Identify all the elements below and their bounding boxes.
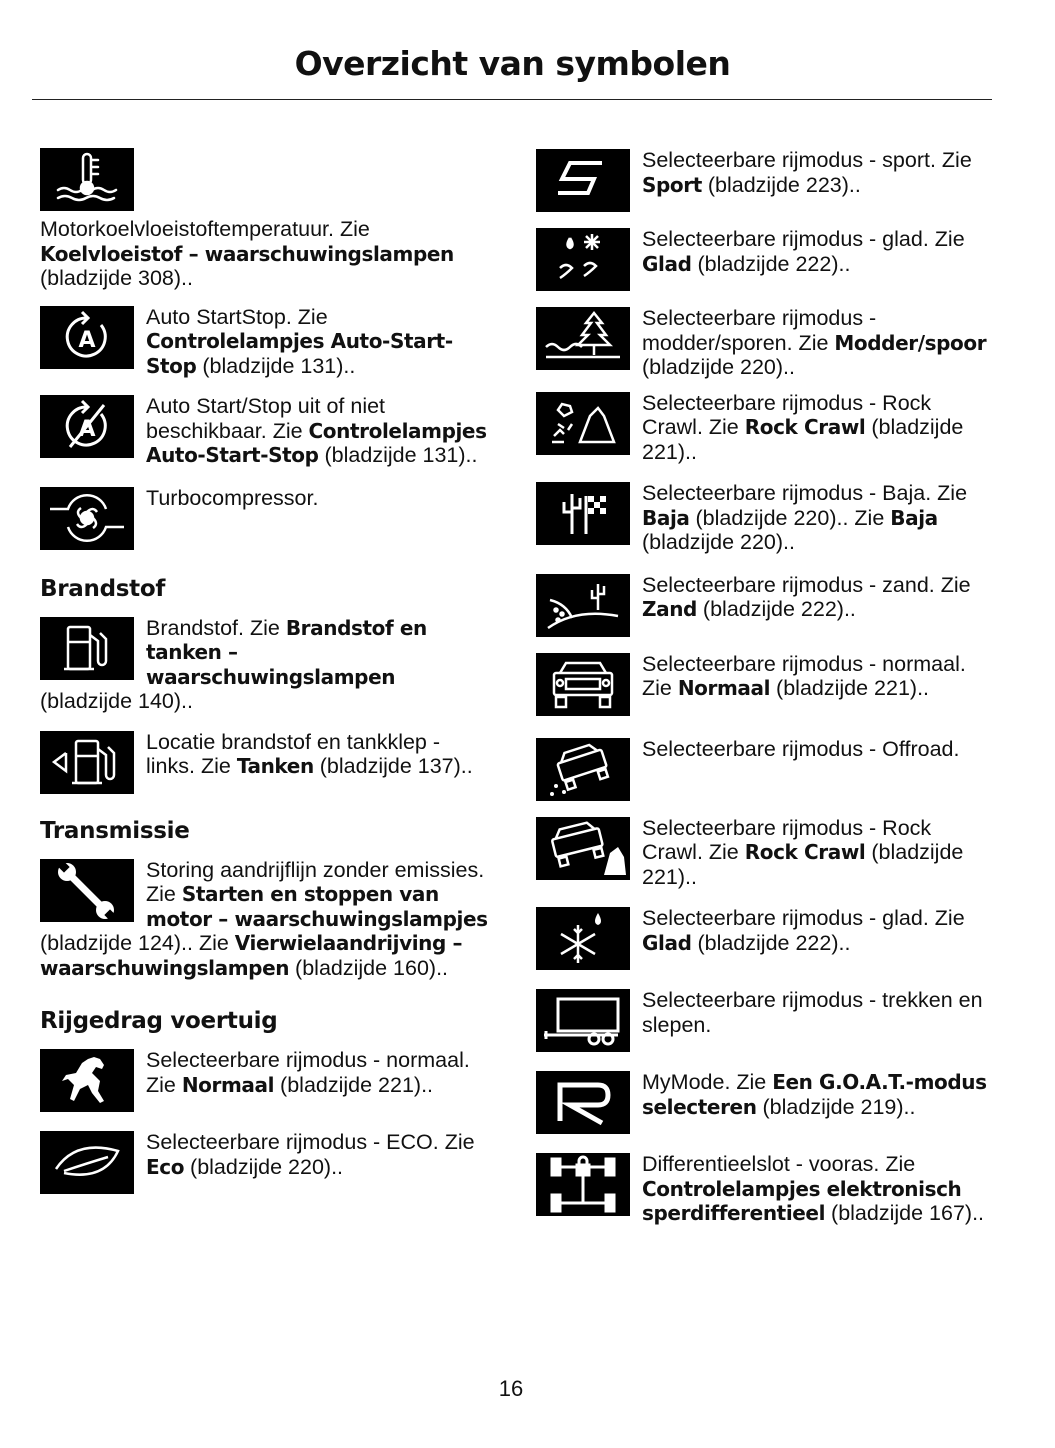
mud-ruts-icon bbox=[536, 307, 630, 370]
right-column bbox=[536, 148, 988, 1226]
symbol-entry-coolant bbox=[40, 148, 492, 291]
fuel-pump-icon bbox=[40, 617, 134, 680]
fuel-door-left-icon bbox=[40, 731, 134, 794]
sport-mode-icon bbox=[536, 149, 630, 212]
mud-description: Selecteerbare rijmodus - modder/sporen. Zie Modder/spoor (bladzijde 220).. bbox=[642, 306, 987, 379]
fuel-door-description: Locatie brandstof en tankklep - links. Zie Tanken (bladzijde 137).. bbox=[146, 729, 473, 778]
section-heading-transmission: Transmissie bbox=[40, 817, 190, 844]
symbol-entry-sport bbox=[536, 148, 988, 216]
tow-description: Selecteerbare rijmodus - trekken en slepen. bbox=[642, 988, 983, 1037]
coolant-temperature-icon bbox=[40, 148, 134, 211]
mymode-description: MyMode. Zie Een G.O.A.T.-modus selecteren (bladzijde 219).. bbox=[642, 1070, 987, 1119]
symbol-entry-slippery-snow bbox=[536, 906, 988, 974]
section-heading-driving: Rijgedrag voertuig bbox=[40, 1008, 278, 1034]
truck-front-icon bbox=[536, 653, 630, 716]
wrench-icon bbox=[40, 859, 134, 922]
section-heading-fuel: Brandstof bbox=[40, 575, 166, 602]
auto-start-stop-off-description: Auto Start/Stop uit of niet beschikbaar. Zie Controlelampjes Auto-Start-Stop (bladzijde 131).. bbox=[146, 394, 487, 467]
sand-mode-icon bbox=[536, 574, 630, 637]
symbol-entry-fuel bbox=[40, 616, 492, 714]
fuel-description: Brandstof. Zie Brandstof en tanken – waarschuwingslampen (bladzijde 140).. bbox=[40, 615, 427, 713]
normal-description: Selecteerbare rijmodus - normaal. Zie Normaal (bladzijde 221).. bbox=[146, 1048, 470, 1097]
title-divider bbox=[32, 99, 992, 100]
snowflake-drop-icon bbox=[536, 907, 630, 970]
symbol-entry-slippery bbox=[536, 227, 988, 295]
symbol-entry-rock-crawl-truck bbox=[536, 816, 988, 890]
auto-start-stop-off-icon bbox=[40, 395, 134, 458]
eco-description: Selecteerbare rijmodus - ECO. Zie Eco (bladzijde 220).. bbox=[146, 1130, 475, 1179]
coolant-description: Motorkoelvloeistoftemperatuur. Zie Koelvloeistof – waarschuwingslampen (bladzijde 308).. bbox=[40, 217, 454, 290]
auto-start-stop-icon bbox=[40, 306, 134, 369]
page-number: 16 bbox=[498, 1376, 524, 1401]
turbo-description: Turbocompressor. bbox=[146, 485, 319, 510]
symbol-entry-auto-start-stop-off bbox=[40, 394, 492, 468]
normal-truck-description: Selecteerbare rijmodus - normaal. Zie Normaal (bladzijde 221).. bbox=[642, 651, 966, 700]
powertrain-description: Storing aandrijflijn zonder emissies. Zie Starten en stoppen van motor – waarschuwingslampjes (bladzijde 124).. Zie Vierwielaandrijving – waarschuwingslampen (bladzijde 160).. bbox=[40, 857, 488, 980]
symbol-entry-offroad bbox=[536, 737, 988, 805]
symbol-entry-baja bbox=[536, 481, 988, 555]
symbol-entry-mymode bbox=[536, 1070, 988, 1138]
auto-start-stop-description: Auto StartStop. Zie Controlelampjes Auto-Start-Stop (bladzijde 131).. bbox=[146, 304, 453, 378]
baja-description: Selecteerbare rijmodus - Baja. Zie Baja (bladzijde 220).. Zie Baja (bladzijde 220).. bbox=[642, 481, 968, 554]
offroad-truck-icon bbox=[536, 738, 630, 801]
symbol-entry-diff-lock bbox=[536, 1152, 988, 1226]
symbol-entry-normal-truck bbox=[536, 652, 988, 720]
bronco-horse-icon bbox=[40, 1049, 134, 1112]
symbol-entry-eco bbox=[40, 1130, 492, 1198]
front-diff-lock-icon bbox=[536, 1153, 630, 1216]
symbol-entry-auto-start-stop bbox=[40, 305, 492, 379]
rock-crawl-icon bbox=[536, 392, 630, 455]
symbol-entry-tow bbox=[536, 988, 988, 1056]
slippery-description: Selecteerbare rijmodus - glad. Zie Glad (bladzijde 222).. bbox=[642, 227, 965, 276]
symbol-entry-rock-crawl bbox=[536, 391, 988, 465]
rock-crawl-truck-description: Selecteerbare rijmodus - Rock Crawl. Zie Rock Crawl (bladzijde 221).. bbox=[642, 815, 964, 889]
symbol-entry-powertrain bbox=[40, 858, 492, 981]
sand-description: Selecteerbare rijmodus - zand. Zie Zand (bladzijde 222).. bbox=[642, 572, 971, 621]
sport-description: Selecteerbare rijmodus - sport. Zie Sport (bladzijde 223).. bbox=[642, 148, 972, 197]
symbol-entry-normal bbox=[40, 1048, 492, 1116]
symbol-entry-turbo bbox=[40, 486, 492, 554]
left-column bbox=[40, 148, 492, 1198]
rock-crawl-description: Selecteerbare rijmodus - Rock Crawl. Zie Rock Crawl (bladzijde 221).. bbox=[642, 390, 964, 464]
symbol-entry-fuel-door bbox=[40, 730, 492, 798]
svg-text:A: A bbox=[78, 327, 96, 353]
turbocharger-icon bbox=[40, 487, 134, 550]
diff-lock-description: Differentieelslot - vooras. Zie Controlelampjes elektronisch sperdifferentieel (bladzijde 167).. bbox=[642, 1152, 985, 1225]
eco-leaf-icon bbox=[40, 1131, 134, 1194]
symbol-entry-sand bbox=[536, 573, 988, 641]
slippery-mode-icon bbox=[536, 228, 630, 291]
svg-text:A: A bbox=[78, 417, 96, 442]
trailer-tow-icon bbox=[536, 989, 630, 1052]
symbol-entry-mud bbox=[536, 306, 988, 380]
baja-icon bbox=[536, 482, 630, 545]
mymode-r-icon bbox=[536, 1071, 630, 1134]
slippery-snow-description: Selecteerbare rijmodus - glad. Zie Glad (bladzijde 222).. bbox=[642, 906, 965, 955]
offroad-description: Selecteerbare rijmodus - Offroad. bbox=[642, 736, 960, 761]
page-title: Overzicht van symbolen bbox=[294, 44, 731, 83]
rock-crawl-truck-icon bbox=[536, 817, 630, 880]
